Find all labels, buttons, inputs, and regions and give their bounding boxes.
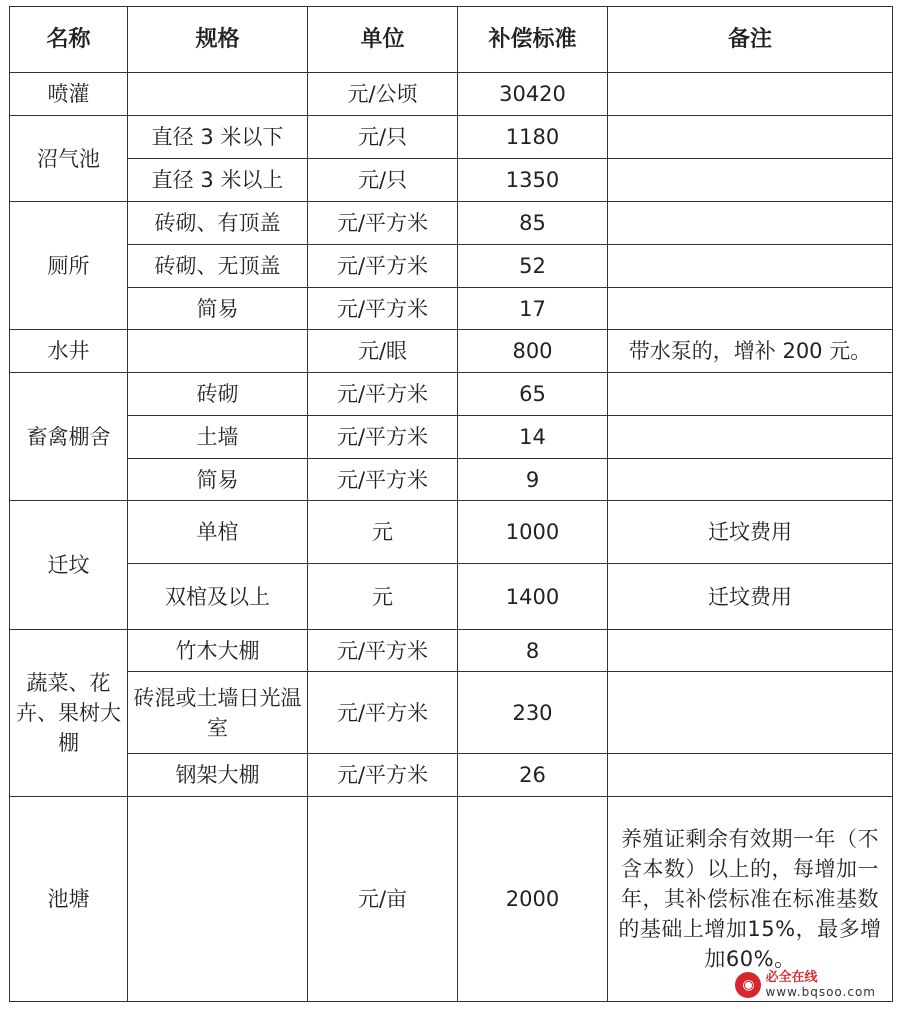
logo-icon: ◉ [735, 972, 761, 998]
row-value: 65 [458, 373, 608, 416]
row-note: 迁坟费用 [608, 564, 893, 630]
row-unit: 元/只 [308, 116, 458, 159]
row-spec: 双棺及以上 [128, 564, 308, 630]
table-row [10, 116, 893, 159]
row-unit: 元/平方米 [308, 288, 458, 330]
table-row [10, 459, 893, 501]
table-row [10, 416, 893, 459]
row-note [608, 754, 893, 797]
watermark-text [765, 971, 876, 999]
row-spec: 砖砌、有顶盖 [128, 202, 308, 245]
table-row [10, 630, 893, 672]
row-note [608, 245, 893, 288]
header-unit: 单位 [308, 7, 458, 73]
row-unit: 元/平方米 [308, 373, 458, 416]
row-note [608, 373, 893, 416]
row-unit: 元/平方米 [308, 416, 458, 459]
row-note [608, 288, 893, 330]
row-note: 养殖证剩余有效期一年（不含本数）以上的，每增加一年，其补偿标准在标准基数的基础上增加15%，最多增加60%。 [608, 797, 893, 1002]
watermark-url: www.bqsoo.com [765, 985, 876, 999]
row-name: 喷灌 [10, 73, 128, 116]
row-unit: 元 [308, 564, 458, 630]
row-note [608, 672, 893, 754]
row-spec [128, 797, 308, 1002]
table-row [10, 754, 893, 797]
row-note [608, 630, 893, 672]
watermark-cn: 必全在线 [765, 970, 818, 985]
row-spec: 砖混或土墙日光温室 [128, 672, 308, 754]
table-row [10, 672, 893, 754]
row-spec: 单棺 [128, 501, 308, 564]
row-note [608, 159, 893, 202]
row-name: 沼气池 [10, 116, 128, 202]
row-value: 30420 [458, 73, 608, 116]
row-value: 230 [458, 672, 608, 754]
row-value: 8 [458, 630, 608, 672]
row-value: 2000 [458, 797, 608, 1002]
row-unit: 元/平方米 [308, 630, 458, 672]
row-spec: 砖砌、无顶盖 [128, 245, 308, 288]
table-row [10, 202, 893, 245]
compensation-table [9, 6, 893, 1002]
row-unit: 元/眼 [308, 330, 458, 373]
row-note [608, 202, 893, 245]
row-unit: 元 [308, 501, 458, 564]
row-value: 1000 [458, 501, 608, 564]
table-row [10, 564, 893, 630]
table-row [10, 245, 893, 288]
row-value: 85 [458, 202, 608, 245]
row-unit: 元/亩 [308, 797, 458, 1002]
row-unit: 元/只 [308, 159, 458, 202]
row-spec [128, 73, 308, 116]
row-spec: 砖砌 [128, 373, 308, 416]
header-note: 备注 [608, 7, 893, 73]
row-unit: 元/平方米 [308, 672, 458, 754]
row-note [608, 116, 893, 159]
table-row [10, 159, 893, 202]
table-row [10, 501, 893, 564]
row-value: 17 [458, 288, 608, 330]
row-value: 26 [458, 754, 608, 797]
row-spec: 钢架大棚 [128, 754, 308, 797]
row-spec: 竹木大棚 [128, 630, 308, 672]
row-unit: 元/公顷 [308, 73, 458, 116]
row-unit: 元/平方米 [308, 202, 458, 245]
row-value: 1400 [458, 564, 608, 630]
table-row [10, 373, 893, 416]
table-row [10, 330, 893, 373]
row-note: 带水泵的，增补 200 元。 [608, 330, 893, 373]
watermark [735, 971, 876, 999]
row-note [608, 73, 893, 116]
row-spec: 土墙 [128, 416, 308, 459]
header-name: 名称 [10, 7, 128, 73]
row-name: 迁坟 [10, 501, 128, 630]
table-row [10, 288, 893, 330]
row-unit: 元/平方米 [308, 459, 458, 501]
row-name: 畜禽棚舍 [10, 373, 128, 501]
row-name: 水井 [10, 330, 128, 373]
row-note: 迁坟费用 [608, 501, 893, 564]
header-row [10, 7, 893, 73]
row-value: 9 [458, 459, 608, 501]
row-spec: 直径 3 米以上 [128, 159, 308, 202]
row-value: 52 [458, 245, 608, 288]
row-unit: 元/平方米 [308, 245, 458, 288]
row-spec [128, 330, 308, 373]
header-standard: 补偿标准 [458, 7, 608, 73]
row-spec: 简易 [128, 459, 308, 501]
row-value: 14 [458, 416, 608, 459]
row-name: 厕所 [10, 202, 128, 330]
row-spec: 直径 3 米以下 [128, 116, 308, 159]
row-note [608, 416, 893, 459]
row-note [608, 459, 893, 501]
row-unit: 元/平方米 [308, 754, 458, 797]
row-value: 800 [458, 330, 608, 373]
table-row [10, 73, 893, 116]
header-spec: 规格 [128, 7, 308, 73]
row-value: 1350 [458, 159, 608, 202]
row-spec: 简易 [128, 288, 308, 330]
row-name: 池塘 [10, 797, 128, 1002]
row-value: 1180 [458, 116, 608, 159]
row-name: 蔬菜、花卉、果树大棚 [10, 630, 128, 797]
